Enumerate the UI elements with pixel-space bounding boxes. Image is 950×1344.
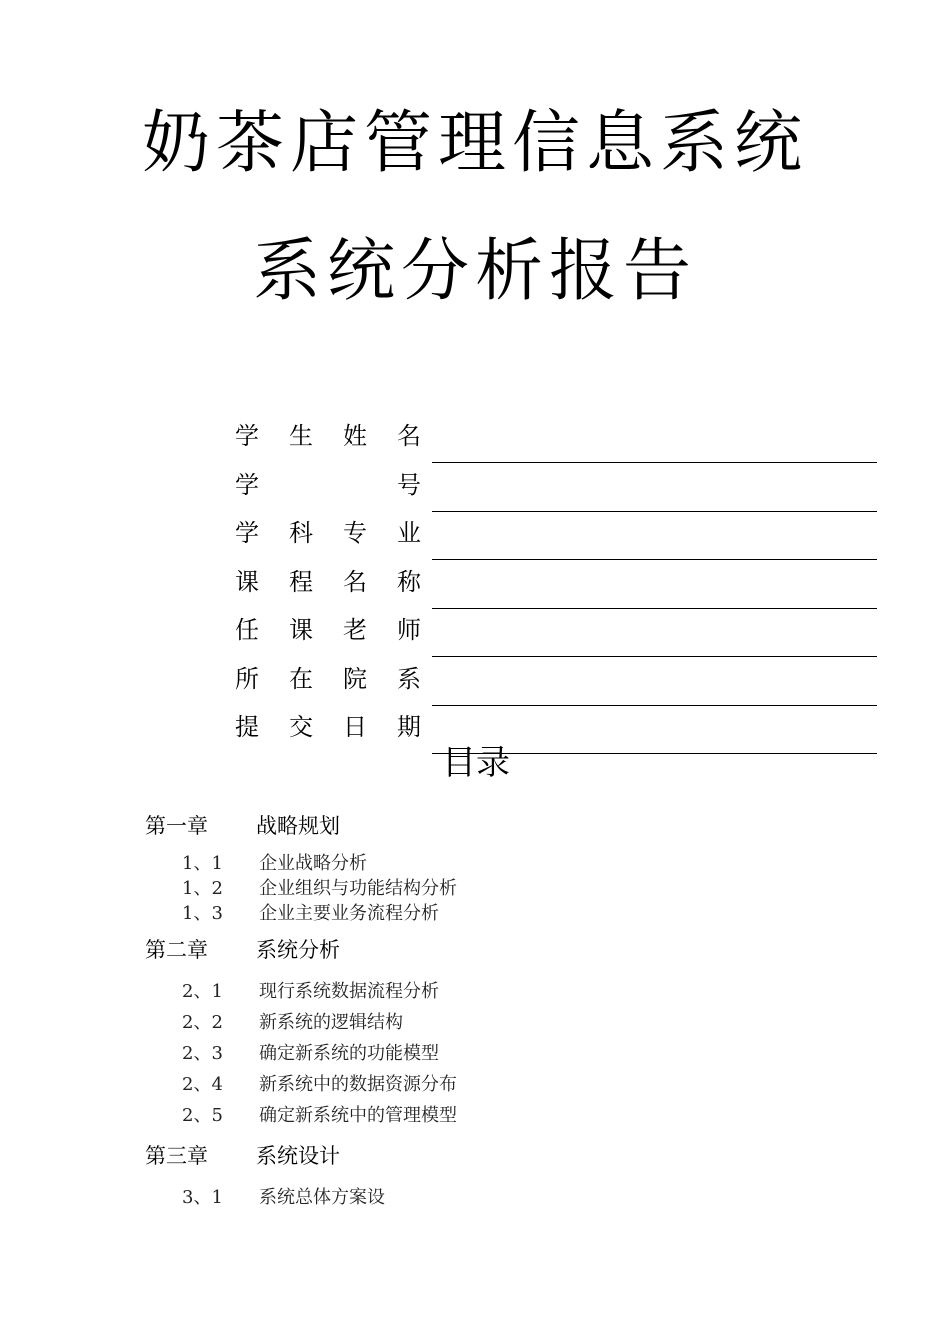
chapter-number: 第二章 [145, 938, 208, 962]
section-title: 现行系统数据流程分析 [259, 981, 439, 1002]
section-title: 新系统的逻辑结构 [259, 1012, 403, 1033]
section-title: 企业战略分析 [259, 853, 367, 874]
section-number: 1、2 [182, 878, 223, 899]
form-label-department: 所 在 院 系 [235, 665, 421, 693]
cover-title-line2: 系统分析报告 [252, 232, 697, 311]
form-label-student-id: 学 号 [235, 471, 421, 499]
section-title: 企业主要业务流程分析 [259, 903, 439, 924]
form-row-student-name [235, 421, 877, 451]
form-line-major[interactable] [432, 559, 877, 560]
chapter-title: 战略规划 [256, 814, 340, 838]
section-title: 确定新系统的功能模型 [259, 1043, 439, 1064]
form-label-major: 学 科 专 业 [235, 519, 421, 547]
section-title: 新系统中的数据资源分布 [259, 1074, 457, 1095]
form-label-submit-date: 提 交 日 期 [235, 713, 421, 741]
section-number: 2、4 [182, 1074, 223, 1095]
section-title: 确定新系统中的管理模型 [259, 1105, 457, 1126]
form-line-department[interactable] [432, 705, 877, 706]
form-line-course-name[interactable] [432, 608, 877, 609]
section-title: 企业组织与功能结构分析 [259, 878, 457, 899]
toc-title: 目录 [442, 743, 510, 783]
form-line-student-id[interactable] [432, 511, 877, 512]
chapter-number: 第一章 [145, 814, 208, 838]
chapter-title: 系统分析 [256, 938, 340, 962]
section-number: 2、5 [182, 1105, 223, 1126]
form-row-major [235, 518, 877, 548]
form-row-course-name [235, 567, 877, 597]
form-row-submit-date [235, 712, 877, 742]
form-label-student-name: 学 生 姓 名 [235, 422, 421, 450]
form-line-teacher[interactable] [432, 656, 877, 657]
section-title: 系统总体方案设 [259, 1187, 385, 1208]
form-row-teacher [235, 615, 877, 645]
section-number: 2、3 [182, 1043, 223, 1064]
chapter-number: 第三章 [145, 1144, 208, 1168]
form-label-course-name: 课 程 名 称 [235, 568, 421, 596]
section-number: 2、1 [182, 981, 223, 1002]
section-number: 1、1 [182, 853, 223, 874]
section-number: 3、1 [182, 1187, 223, 1208]
section-number: 1、3 [182, 903, 223, 924]
form-row-department [235, 664, 877, 694]
form-row-student-id [235, 470, 877, 500]
cover-title-line1: 奶茶店管理信息系统 [141, 104, 808, 183]
chapter-title: 系统设计 [256, 1144, 340, 1168]
section-number: 2、2 [182, 1012, 223, 1033]
form-label-teacher: 任 课 老 师 [235, 616, 421, 644]
form-line-student-name[interactable] [432, 462, 877, 463]
